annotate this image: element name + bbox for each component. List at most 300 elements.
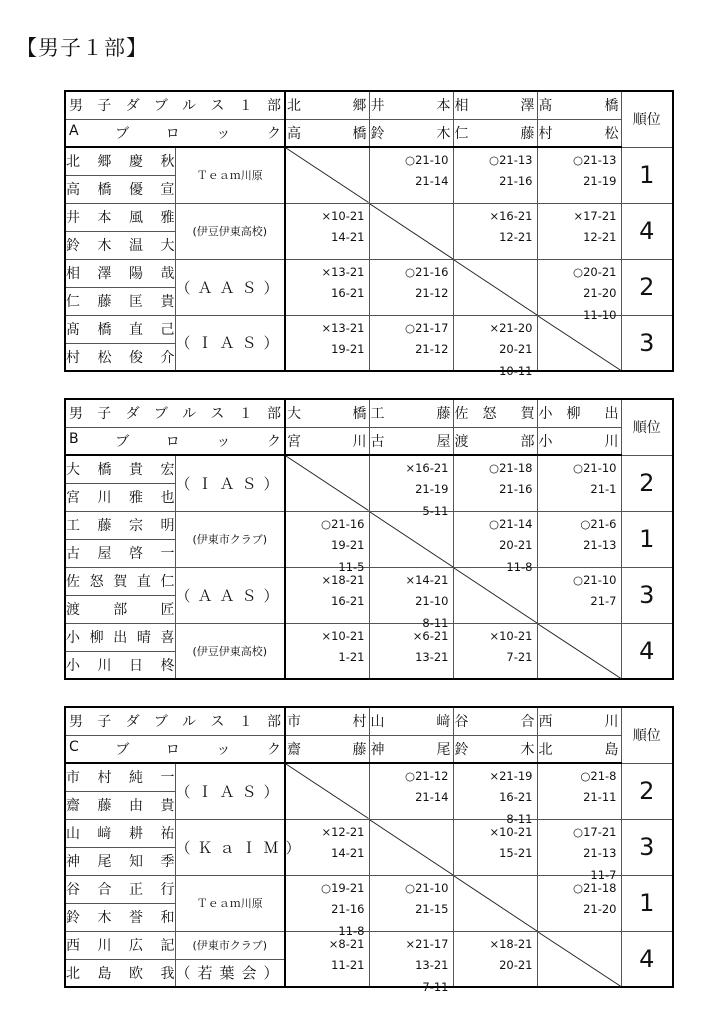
game-score: 8-11 (422, 615, 449, 630)
header-row (65, 707, 673, 735)
game-score: ○21-10 (573, 461, 617, 475)
match-result (369, 315, 453, 371)
opponent-header (453, 707, 537, 735)
match-result (285, 931, 369, 987)
match-result (285, 623, 369, 679)
self-cell (369, 511, 453, 567)
team-name: （ＡＡＳ） (175, 567, 285, 623)
block-title (65, 119, 285, 147)
self-cell (537, 931, 621, 987)
diagonal-line (370, 820, 453, 875)
player-name (65, 595, 175, 623)
game-score: 11-8 (338, 923, 365, 938)
category-label: 男 子 ダ ブ ル ス １ 部 (69, 714, 281, 731)
diagonal-line (538, 932, 621, 987)
opponent-header (369, 119, 453, 147)
game-score: 21-20 (583, 285, 617, 300)
rank-value: 1 (621, 147, 673, 203)
player-2: 齋 藤 由 貴 (66, 798, 175, 814)
game-score: 21-13 (583, 537, 617, 552)
game-score: 21-11 (583, 790, 617, 804)
opponent-name-2: 高 橋 (287, 125, 367, 142)
pair-row (65, 203, 673, 231)
player-name (65, 903, 175, 931)
pair-row (65, 259, 673, 287)
pair-row (65, 763, 673, 791)
player-2: 村 松 俊 介 (66, 349, 175, 366)
match-result (369, 763, 453, 819)
player-1: 相 澤 陽 哉 (66, 266, 175, 282)
game-score: ○17-21 (573, 824, 617, 839)
self-cell (453, 875, 537, 931)
opponent-header (285, 735, 369, 763)
player-1: 大 橋 貴 宏 (66, 462, 175, 479)
game-score: ×10-21 (489, 628, 533, 643)
game-score: ×16-21 (405, 461, 449, 475)
game-score: 5-11 (422, 504, 449, 518)
team-name: (伊豆伊東高校) (175, 623, 285, 679)
player-name (65, 931, 175, 959)
header-row (65, 735, 673, 763)
game-score: 21-12 (415, 285, 449, 300)
match-result (537, 567, 621, 623)
self-cell (453, 259, 537, 315)
player-name (65, 959, 175, 987)
self-cell (453, 567, 537, 623)
team-name: Ｔｅａｍ川原 (175, 147, 285, 203)
game-score: 11-10 (583, 307, 617, 322)
match-result (285, 259, 369, 315)
opponent-name-2: 北 島 (538, 741, 619, 758)
match-result (285, 203, 369, 259)
game-score: ○20-21 (573, 264, 617, 279)
rank-value: 4 (621, 623, 673, 679)
player-name (65, 651, 175, 679)
game-score: 11-8 (506, 559, 533, 574)
game-score: ○21-10 (405, 880, 449, 895)
game-score: 21-15 (415, 901, 449, 916)
opponent-name-2: 渡 部 (454, 433, 535, 450)
game-score: ×21-17 (405, 936, 449, 951)
game-score: ×10-21 (321, 208, 365, 223)
match-result (537, 203, 621, 259)
team-name: Ｔｅａｍ川原 (175, 875, 285, 931)
opponent-header (453, 399, 537, 427)
match-result (453, 931, 537, 987)
match-result (369, 147, 453, 203)
player-2: 北 島 欧 我 (66, 965, 175, 982)
pair-row (65, 623, 673, 651)
pair-row (65, 511, 673, 539)
player-2: 鈴 木 誉 和 (66, 910, 175, 926)
opponent-name-1: 髙 橋 (538, 98, 619, 115)
self-cell (537, 623, 621, 679)
match-result (537, 455, 621, 511)
rank-value: 3 (621, 567, 673, 623)
rank-value: 2 (621, 259, 673, 315)
diagonal-line (286, 148, 369, 203)
match-result (537, 511, 621, 567)
game-score: 10-11 (499, 363, 533, 378)
category-title (65, 91, 285, 119)
team-name-2: （若葉会） (175, 959, 285, 987)
match-result (537, 259, 621, 322)
game-score: 21-20 (583, 901, 617, 916)
game-score: ○19-21 (321, 880, 365, 895)
rank-value: 1 (621, 875, 673, 931)
self-cell (285, 147, 369, 203)
opponent-header (537, 735, 621, 763)
diagonal-line (454, 876, 537, 931)
player-2: 仁 藤 匡 貴 (66, 294, 175, 310)
rank-value: 3 (621, 819, 673, 875)
team-name: （ＡＡＳ） (175, 259, 285, 315)
game-score: 16-21 (499, 790, 533, 804)
game-score: ○21-17 (405, 320, 449, 335)
game-score: 20-21 (499, 341, 533, 356)
block-label: A ブ ロ ッ ク (69, 122, 281, 142)
player-1: 小 柳 出 晴 喜 (66, 630, 175, 646)
player-1: 髙 橋 直 己 (66, 322, 175, 338)
opponent-name-1: 谷 合 (454, 714, 535, 731)
self-cell (285, 763, 369, 819)
game-score: ×21-20 (489, 320, 533, 335)
opponent-name-2: 古 屋 (370, 433, 451, 450)
game-score: ○21-10 (405, 153, 449, 167)
header-row (65, 91, 673, 119)
match-result (285, 819, 369, 875)
player-name (65, 483, 175, 511)
pair-row (65, 455, 673, 483)
game-score: 12-21 (499, 229, 533, 244)
opponent-name-2: 齋 藤 (287, 741, 367, 758)
match-result (453, 763, 537, 826)
opponent-header (537, 119, 621, 147)
player-2: 神 尾 知 季 (66, 854, 175, 870)
match-result (285, 315, 369, 371)
self-cell (285, 455, 369, 511)
opponent-name-1: 山 﨑 (370, 714, 451, 731)
match-result (537, 763, 621, 819)
player-name (65, 511, 175, 539)
player-name (65, 819, 175, 847)
opponent-header (537, 707, 621, 735)
game-score: ×18-21 (321, 572, 365, 587)
match-result (453, 315, 537, 378)
game-score: ○21-16 (405, 264, 449, 279)
player-name (65, 763, 175, 791)
opponent-header (369, 707, 453, 735)
team-name: (伊東市クラブ) (175, 931, 285, 959)
match-result (453, 819, 537, 875)
diagonal-line (454, 260, 537, 315)
game-score: 16-21 (331, 593, 365, 608)
team-name: (伊豆伊東高校) (175, 203, 285, 259)
diagonal-line (370, 512, 453, 567)
game-score: 19-21 (331, 341, 365, 356)
game-score: 15-21 (499, 845, 533, 860)
pair-row (65, 147, 673, 175)
rank-value: 2 (621, 763, 673, 819)
game-score: 21-16 (499, 174, 533, 188)
opponent-header (285, 119, 369, 147)
block-c (64, 706, 672, 994)
player-name (65, 623, 175, 651)
game-score: 21-7 (590, 593, 617, 608)
opponent-header (537, 427, 621, 455)
opponent-name-1: 市 村 (287, 714, 367, 731)
match-result (369, 931, 453, 994)
rank-value: 4 (621, 203, 673, 259)
opponent-name-1: 井 本 (370, 98, 451, 115)
opponent-name-2: 鈴 木 (370, 125, 451, 142)
opponent-name-2: 鈴 木 (454, 741, 535, 758)
diagonal-line (454, 568, 537, 623)
result-table (64, 90, 674, 378)
player-1: 佐 怒 賀 直 仁 (66, 574, 175, 590)
player-name (65, 203, 175, 231)
opponent-name-1: 工 藤 (370, 406, 451, 423)
match-result (453, 147, 537, 203)
team-name: （ＩＡＳ） (175, 315, 285, 371)
opponent-header (369, 91, 453, 119)
game-score: 21-19 (583, 174, 617, 188)
pair-row (65, 819, 673, 847)
opponent-name-2: 村 松 (538, 125, 619, 142)
player-name (65, 343, 175, 371)
team-name: (伊東市クラブ) (175, 511, 285, 567)
game-score: ×21-19 (489, 769, 533, 783)
opponent-name-1: 小 柳 出 (538, 406, 619, 423)
opponent-header (369, 427, 453, 455)
diagonal-line (286, 456, 369, 511)
team-name: （ＫａＩＭ） (175, 819, 285, 875)
game-score: 21-10 (415, 593, 449, 608)
page-title: 【男子１部】 (16, 36, 148, 60)
game-score: 21-14 (415, 790, 449, 804)
result-table (64, 398, 674, 680)
block-b (64, 398, 672, 680)
rank-value: 1 (621, 511, 673, 567)
opponent-header (285, 427, 369, 455)
player-name (65, 175, 175, 203)
block-label: C ブ ロ ッ ク (69, 738, 281, 758)
game-score: ×17-21 (573, 208, 617, 223)
game-score: ×14-21 (405, 572, 449, 587)
game-score: ×10-21 (321, 628, 365, 643)
game-score: 11-21 (331, 957, 365, 972)
pair-row (65, 875, 673, 903)
game-score: 7-11 (422, 979, 449, 994)
player-2: 高 橋 優 宣 (66, 182, 175, 198)
rank-value: 2 (621, 455, 673, 511)
match-result (369, 567, 453, 630)
game-score: 12-21 (583, 229, 617, 244)
match-result (537, 875, 621, 931)
player-1: 井 本 風 雅 (66, 210, 175, 226)
game-score: ×10-21 (489, 824, 533, 839)
category-title (65, 707, 285, 735)
player-name (65, 847, 175, 875)
opponent-name-2: 小 川 (538, 433, 619, 450)
opponent-header (453, 91, 537, 119)
pair-row (65, 567, 673, 595)
opponent-header (453, 119, 537, 147)
category-label: 男 子 ダ ブ ル ス １ 部 (69, 98, 281, 115)
opponent-header (285, 399, 369, 427)
opponent-name-1: 北 郷 (287, 98, 367, 115)
player-2: 小 川 日 柊 (66, 657, 175, 674)
game-score: 11-5 (338, 559, 365, 574)
game-score: 19-21 (331, 537, 365, 552)
game-score: ○21-10 (573, 572, 617, 587)
game-score: ×8-21 (328, 936, 365, 951)
game-score: ×18-21 (489, 936, 533, 951)
player-name (65, 147, 175, 175)
game-score: ○21-12 (405, 769, 449, 783)
game-score: 14-21 (331, 229, 365, 244)
game-score: 21-14 (415, 174, 449, 188)
player-1: 北 郷 慶 秋 (66, 154, 175, 171)
header-row (65, 399, 673, 427)
category-label: 男 子 ダ ブ ル ス １ 部 (69, 406, 281, 423)
match-result (453, 455, 537, 511)
player-name (65, 791, 175, 819)
match-result (453, 511, 537, 574)
game-score: 11-7 (590, 867, 617, 882)
game-score: ○21-14 (489, 516, 533, 531)
player-name (65, 259, 175, 287)
game-score: 21-16 (331, 901, 365, 916)
rank-header: 順位 (621, 91, 673, 147)
header-row (65, 119, 673, 147)
block-label: B ブ ロ ッ ク (69, 430, 281, 450)
player-1: 谷 合 正 行 (66, 882, 175, 898)
opponent-name-1: 西 川 (538, 714, 619, 731)
match-result (369, 259, 453, 315)
game-score: ○21-8 (580, 769, 617, 783)
match-result (453, 623, 537, 679)
game-score: 21-13 (583, 845, 617, 860)
self-cell (537, 315, 621, 371)
opponent-header (453, 735, 537, 763)
diagonal-line (370, 204, 453, 259)
opponent-name-2: 宮 川 (287, 433, 367, 450)
header-row (65, 427, 673, 455)
player-name (65, 875, 175, 903)
game-score: 20-21 (499, 537, 533, 552)
game-score: 20-21 (499, 957, 533, 972)
game-score: 21-1 (590, 482, 617, 496)
opponent-header (369, 399, 453, 427)
opponent-header (285, 707, 369, 735)
game-score: 8-11 (506, 812, 533, 826)
match-result (285, 511, 369, 574)
block-title (65, 427, 285, 455)
game-score: 7-21 (506, 649, 533, 664)
player-2: 古 屋 啓 一 (66, 546, 175, 562)
match-result (453, 203, 537, 259)
team-name: （ＩＡＳ） (175, 455, 285, 511)
player-2: 宮 川 雅 也 (66, 490, 175, 506)
game-score: ×13-21 (321, 320, 365, 335)
player-2: 鈴 木 温 大 (66, 238, 175, 254)
game-score: ○21-18 (489, 461, 533, 475)
opponent-name-1: 大 橋 (287, 406, 367, 423)
game-score: ○21-6 (580, 516, 617, 531)
game-score: ×13-21 (321, 264, 365, 279)
game-score: 16-21 (331, 285, 365, 300)
self-cell (369, 819, 453, 875)
game-score: 21-16 (499, 482, 533, 496)
rank-value: 3 (621, 315, 673, 371)
game-score: ×16-21 (489, 208, 533, 223)
game-score: 13-21 (415, 957, 449, 972)
match-result (369, 455, 453, 518)
opponent-header (453, 427, 537, 455)
block-a (64, 90, 672, 378)
player-1: 工 藤 宗 明 (66, 518, 175, 534)
opponent-header (285, 91, 369, 119)
opponent-name-2: 神 尾 (370, 741, 451, 758)
player-name (65, 567, 175, 595)
match-result (285, 567, 369, 623)
game-score: 13-21 (415, 649, 449, 664)
result-table (64, 706, 674, 994)
player-1: 市 村 純 一 (66, 770, 175, 787)
player-name (65, 455, 175, 483)
block-title (65, 735, 285, 763)
game-score: 21-19 (415, 482, 449, 496)
match-result (537, 819, 621, 882)
game-score: 1-21 (338, 649, 365, 664)
pair-row (65, 315, 673, 343)
game-score: ○21-13 (573, 153, 617, 167)
opponent-name-2: 仁 藤 (454, 125, 535, 142)
diagonal-line (538, 624, 621, 679)
team-name: （ＩＡＳ） (175, 763, 285, 819)
opponent-header (369, 735, 453, 763)
diagonal-line (538, 316, 621, 371)
player-name (65, 287, 175, 315)
opponent-header (537, 91, 621, 119)
rank-header: 順位 (621, 707, 673, 763)
diagonal-line (286, 764, 369, 819)
opponent-name-1: 相 澤 (454, 98, 535, 115)
match-result (369, 623, 453, 679)
player-2: 渡 部 匠 (66, 602, 175, 618)
opponent-header (537, 399, 621, 427)
game-score: 14-21 (331, 845, 365, 860)
game-score: 21-12 (415, 341, 449, 356)
category-title (65, 399, 285, 427)
player-name (65, 231, 175, 259)
player-1: 山 﨑 耕 祐 (66, 826, 175, 842)
game-score: ○21-13 (489, 153, 533, 167)
match-result (369, 875, 453, 931)
game-score: ×6-21 (412, 628, 449, 643)
player-name (65, 315, 175, 343)
game-score: ○21-16 (321, 516, 365, 531)
player-1: 西 川 広 記 (66, 938, 175, 954)
match-result (285, 875, 369, 938)
pair-row (65, 931, 673, 959)
rank-value: 4 (621, 931, 673, 987)
game-score: ×12-21 (321, 824, 365, 839)
opponent-name-1: 佐 怒 賀 (454, 406, 535, 423)
match-result (537, 147, 621, 203)
player-name (65, 539, 175, 567)
